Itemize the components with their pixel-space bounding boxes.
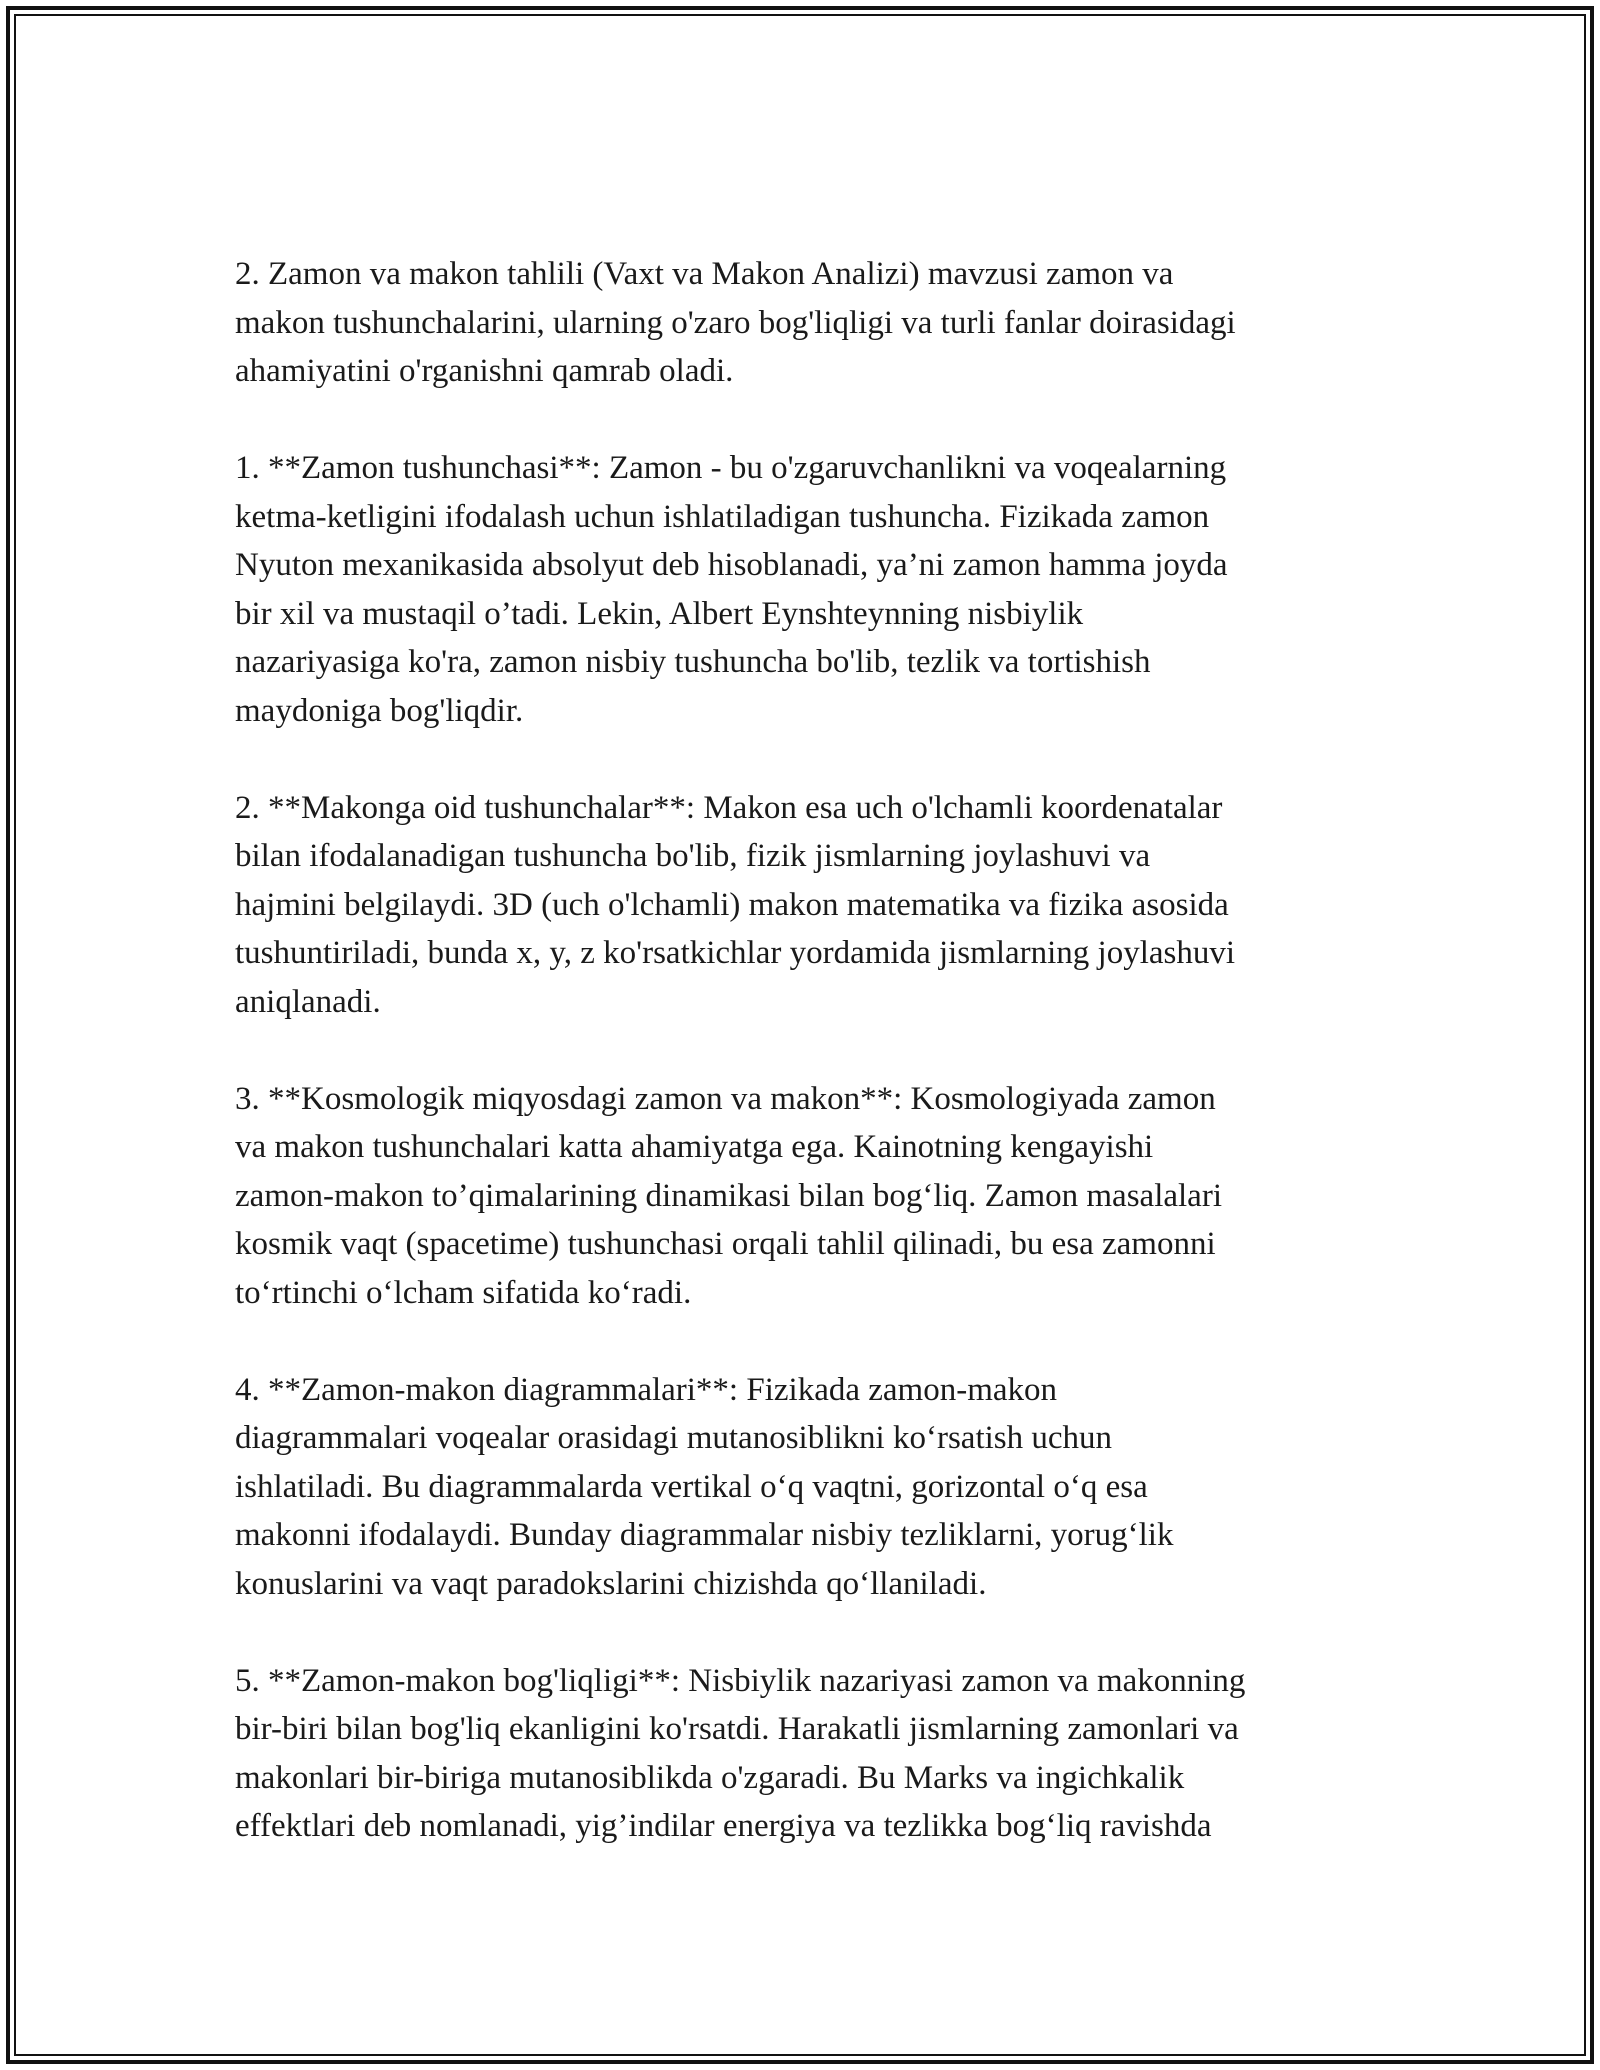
document-body: [235, 250, 1385, 1851]
paragraph-cosmological-scale: 3. **Kosmologik miqyosdagi zamon va makon**: Kosmologiyada zamon va makon tushunchalari katta ahamiyatga ega. Kainotning kengayishi zamon-makon to’qimalarining dinamikasi bilan bog‘liq. Zamon masalalari kosmik vaqt (spacetime) tushunchasi orqali tahlil qilinadi, bu esa zamonni to‘rtinchi o‘lcham sifatida ko‘radi.: [235, 1080, 1222, 1311]
paragraph-spacetime-diagrams: 4. **Zamon-makon diagrammalari**: Fizikada zamon-makon diagrammalari voqealar orasidagi mutanosiblikni ko‘rsatish uchun ishlatiladi. Bu diagrammalarda vertikal o‘q vaqtni, gorizontal o‘q esa makonni ifodalaydi. Bunday diagrammalar nisbiy tezliklarni, yorug‘lik konuslarini va vaqt paradokslarini chizishda qo‘llaniladi.: [235, 1371, 1174, 1602]
paragraph-time-concept: 1. **Zamon tushunchasi**: Zamon - bu o'zgaruvchanlikni va voqealarning ketma-ketligini ifodalash uchun ishlatiladigan tushuncha. Fizikada zamon Nyuton mexanikasida absolyut deb hisoblanadi, ya’ni zamon hamma joyda bir xil va mustaqil o’tadi. Lekin, Albert Eynshteynning nisbiylik nazariyasiga ko'ra, zamon nisbiy tushuncha bo'lib, tezlik va tortishish maydoniga bog'liqdir.: [235, 450, 1228, 729]
paragraph-spacetime-relation: 5. **Zamon-makon bog'liqligi**: Nisbiylik nazariyasi zamon va makonning bir-biri bilan bog'liq ekanligini ko'rsatdi. Harakatli jismlarning zamonlari va makonlari bir-biriga mutanosiblikda o'zgaradi. Bu Marks va ingichkalik effektlari deb nomlanadi, yig’indilar energiya va tezlikka bog‘liq ravishda: [235, 1662, 1246, 1844]
paragraph-space-concepts: 2. **Makonga oid tushunchalar**: Makon esa uch o'lchamli koordenatalar bilan ifodalanadigan tushuncha bo'lib, fizik jismlarning joylashuvi va hajmini belgilaydi. 3D (uch o'lchamli) makon matematika va fizika asosida tushuntiriladi, bunda x, y, z ko'rsatkichlar yordamida jismlarning joylashuvi aniqlanadi.: [235, 789, 1236, 1020]
paragraph-intro: 2. Zamon va makon tahlili (Vaxt va Makon Analizi) mavzusi zamon va makon tushunchalarini, ularning o'zaro bog'liqligi va turli fanlar doirasidagi ahamiyatini o'rganishni qamrab oladi.: [235, 256, 1236, 389]
